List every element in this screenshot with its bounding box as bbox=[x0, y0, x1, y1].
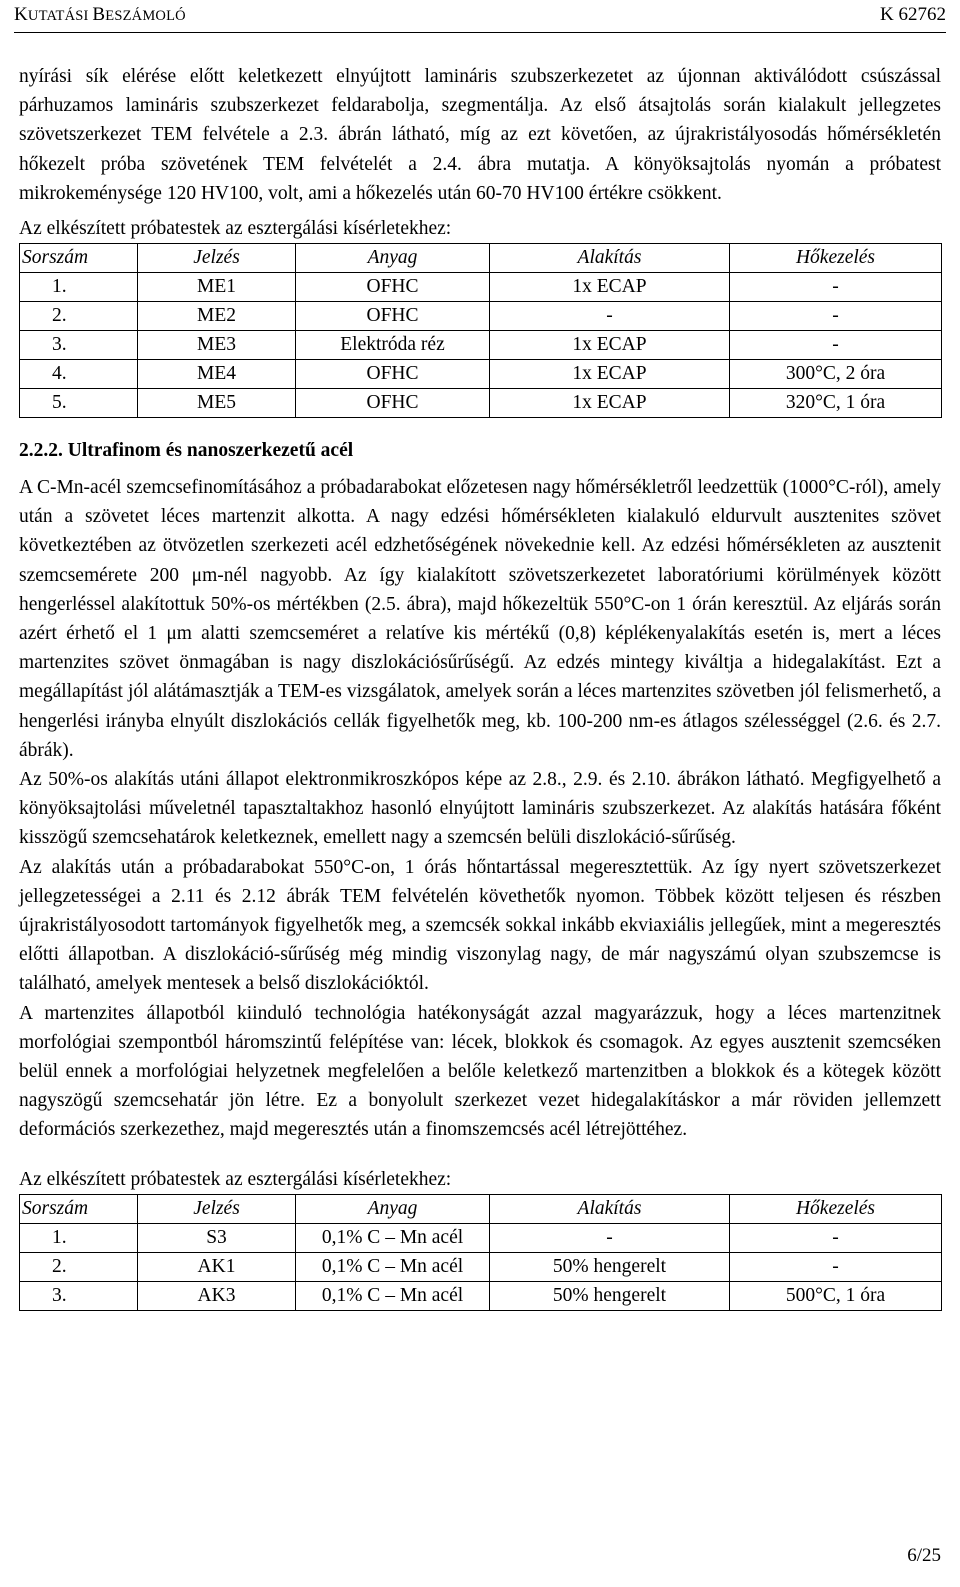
cell-anyag: OFHC bbox=[296, 360, 490, 389]
col-header-jelzes: Jelzés bbox=[138, 244, 296, 273]
report-title-rest-1: UTATÁSI bbox=[27, 8, 93, 24]
table-row bbox=[20, 273, 942, 302]
table-header-row bbox=[20, 244, 942, 273]
cell-alakitas: - bbox=[490, 302, 730, 331]
cell-jelzes: AK1 bbox=[138, 1252, 296, 1281]
col-header-alakitas: Alakítás bbox=[490, 1194, 730, 1223]
page-content bbox=[19, 62, 941, 1311]
cell-hokezeles: 300°C, 2 óra bbox=[730, 360, 942, 389]
project-id: K 62762 bbox=[880, 4, 946, 25]
cell-anyag: 0,1% C – Mn acél bbox=[296, 1223, 490, 1252]
cell-hokezeles: 500°C, 1 óra bbox=[730, 1281, 942, 1310]
cell-hokezeles: 320°C, 1 óra bbox=[730, 389, 942, 418]
col-header-sorszam: Sorszám bbox=[20, 1194, 138, 1223]
cell-sorszam: 3. bbox=[20, 1281, 138, 1310]
cell-hokezeles: - bbox=[730, 302, 942, 331]
report-title-initial-2: B bbox=[92, 4, 106, 25]
cell-jelzes: AK3 bbox=[138, 1281, 296, 1310]
col-header-hokezeles: Hőkezelés bbox=[730, 244, 942, 273]
table-row bbox=[20, 1223, 942, 1252]
table-row bbox=[20, 389, 942, 418]
specimen-table-steel bbox=[19, 1194, 942, 1311]
section-paragraph-1: A C-Mn-acél szemcsefinomításához a próbadarabokat előzetesen nagy hőmérsékletről leedzettük (1000°C-ról), amely után a szövetet léces martenzit alkotta. A nagy edzési hőmérsékleten kialakuló eldurvult ausztenites szövet következtében az ötvözetlen szerkezeti acél edzhetőségének növekednie kell. Az edzési hőmérsékleten az ausztenit szemcsemérete 200 μm-nél nagyobb. Az így kialakított szövetszerkezetet laboratóriumi körülmények között hengerléssel alakítottuk 50%-os mértékben (2.5. ábra), majd hőkezeltük 550°C-on 1 órán keresztül. Az eljárás során azért érhető el 1 μm alatti szemcseméret a relatíve kis mértékű (0,8) képlékenyalakítás esetén is, mert a léces martenzites szövet önmagában is nagy diszlokációsűrűségű. Az edzés mintegy kiváltja a hidegalakítást. Ezt a megállapítást jól alátámasztják a TEM-es vizsgálatok, amelyek során a léces martenzites szövetben jól felismerhető, a hengerlési irányba elnyúlt diszlokációs cellák figyelhetők meg, kb. 100-200 nm-es átlagos szélességgel (2.6. és 2.7. ábrák). bbox=[19, 477, 941, 761]
table-row bbox=[20, 1252, 942, 1281]
cell-jelzes: ME3 bbox=[138, 331, 296, 360]
cell-jelzes: S3 bbox=[138, 1223, 296, 1252]
intro-paragraph: nyírási sík elérése előtt keletkezett elnyújtott lamináris szubszerkezetet az újonnan aktiválódott csúszással párhuzamos lamináris szubszerkezet feldarabolja, szegmentálja. Az első átsajtolás során kialakult jellegzetes szövetszerkezet TEM felvétele a 2.3. ábrán látható, míg az ezt követően, az újrakristályosodás hőmérsékletén hőkezelt próba szövetének TEM felvételét a 2.4. ábra mutatja. A könyöksajtolás nyomán a próbatest mikrokeménysége 120 HV100, volt, ami a hőkezelés után 60-70 HV100 értékre csökkent. bbox=[19, 66, 941, 204]
cell-anyag: OFHC bbox=[296, 389, 490, 418]
cell-alakitas: 50% hengerelt bbox=[490, 1281, 730, 1310]
cell-hokezeles: - bbox=[730, 1223, 942, 1252]
section-paragraph-4: A martenzites állapotból kiinduló technológia hatékonyságát azzal magyarázzuk, hogy a léces martenzitnek morfológiai szempontból háromszintű felépítése van: lécek, blokkok és csomagok. Az egyes ausztenit szemcséken belül ennek a morfológiai helyzetnek megfelelően a belőle keletkező martenzitben a blokkok és a kötegek között nagyszögű szemcsehatár jön létre. Ez a bonyolult szerkezet vezet hidegalakításkor a már röviden jellemzett deformációs szerkezethez, majd megeresztés után a finomszemcsés acél létrejöttéhez. bbox=[19, 1002, 941, 1141]
section-heading: 2.2.2. Ultrafinom és nanoszerkezetű acél bbox=[19, 440, 354, 462]
col-header-anyag: Anyag bbox=[296, 244, 490, 273]
cell-jelzes: ME2 bbox=[138, 302, 296, 331]
cell-hokezeles: - bbox=[730, 1252, 942, 1281]
table-row bbox=[20, 331, 942, 360]
report-title-initial-1: K bbox=[14, 4, 28, 25]
cell-sorszam: 4. bbox=[20, 360, 138, 389]
cell-anyag: OFHC bbox=[296, 302, 490, 331]
cell-alakitas: 1x ECAP bbox=[490, 389, 730, 418]
table-row bbox=[20, 360, 942, 389]
table-header-row bbox=[20, 1194, 942, 1223]
cell-jelzes: ME4 bbox=[138, 360, 296, 389]
cell-anyag: OFHC bbox=[296, 273, 490, 302]
col-header-alakitas: Alakítás bbox=[490, 244, 730, 273]
table-row bbox=[20, 1281, 942, 1310]
page-header bbox=[14, 0, 946, 33]
report-title bbox=[14, 4, 186, 26]
specimen-table-copper bbox=[19, 243, 942, 418]
col-header-hokezeles: Hőkezelés bbox=[730, 1194, 942, 1223]
col-header-sorszam: Sorszám bbox=[20, 244, 138, 273]
col-header-anyag: Anyag bbox=[296, 1194, 490, 1223]
cell-hokezeles: - bbox=[730, 331, 942, 360]
table1-caption: Az elkészített próbatestek az esztergálási kísérletekhez: bbox=[19, 218, 452, 240]
report-title-rest-2: ESZÁMOLÓ bbox=[105, 8, 186, 24]
cell-sorszam: 1. bbox=[20, 1223, 138, 1252]
cell-sorszam: 3. bbox=[20, 331, 138, 360]
col-header-jelzes: Jelzés bbox=[138, 1194, 296, 1223]
table-row bbox=[20, 302, 942, 331]
cell-alakitas: 1x ECAP bbox=[490, 273, 730, 302]
page-number: 6/25 bbox=[907, 1545, 941, 1566]
cell-sorszam: 2. bbox=[20, 1252, 138, 1281]
cell-sorszam: 5. bbox=[20, 389, 138, 418]
cell-alakitas: 1x ECAP bbox=[490, 360, 730, 389]
cell-hokezeles: - bbox=[730, 273, 942, 302]
cell-jelzes: ME1 bbox=[138, 273, 296, 302]
cell-sorszam: 1. bbox=[20, 273, 138, 302]
cell-sorszam: 2. bbox=[20, 302, 138, 331]
cell-anyag: 0,1% C – Mn acél bbox=[296, 1281, 490, 1310]
cell-jelzes: ME5 bbox=[138, 389, 296, 418]
cell-alakitas: - bbox=[490, 1223, 730, 1252]
cell-alakitas: 50% hengerelt bbox=[490, 1252, 730, 1281]
cell-alakitas: 1x ECAP bbox=[490, 331, 730, 360]
cell-anyag: Elektróda réz bbox=[296, 331, 490, 360]
section-paragraph-2: Az 50%-os alakítás utáni állapot elektronmikroszkópos képe az 2.8., 2.9. és 2.10. ábrákon látható. Megfigyelhető a könyöksajtolási műveletnél tapasztaltakhoz hasonló elnyújtott lamináris szubszerkezet. Az alakítás hatására főként kisszögű szemcsehatárok keletkeznek, emellett nagy a szemcsén belüli diszlokáció-sűrűség. bbox=[19, 769, 941, 849]
section-paragraph-3: Az alakítás után a próbadarabokat 550°C-on, 1 órás hőntartással megeresztettük. Az így nyert szövetszerkezet jellegzetességei a 2.11 és 2.12 ábrák TEM felvételén követhetők nyomon. Többek között teljesen és részben újrakristályosodott tartományok figyelhetők meg, a szemcsék sokkal inkább ekviaxiális jellegűek, mint a megeresztés előtti állapotban. A diszlokáció-sűrűség még mindig viszonylag nagy, de már nagyszámú olyan szubszemcse is található, amelyek mentesek a belső diszlokációktól. bbox=[19, 856, 941, 995]
table2-caption: Az elkészített próbatestek az esztergálási kísérletekhez: bbox=[19, 1168, 452, 1190]
cell-anyag: 0,1% C – Mn acél bbox=[296, 1252, 490, 1281]
